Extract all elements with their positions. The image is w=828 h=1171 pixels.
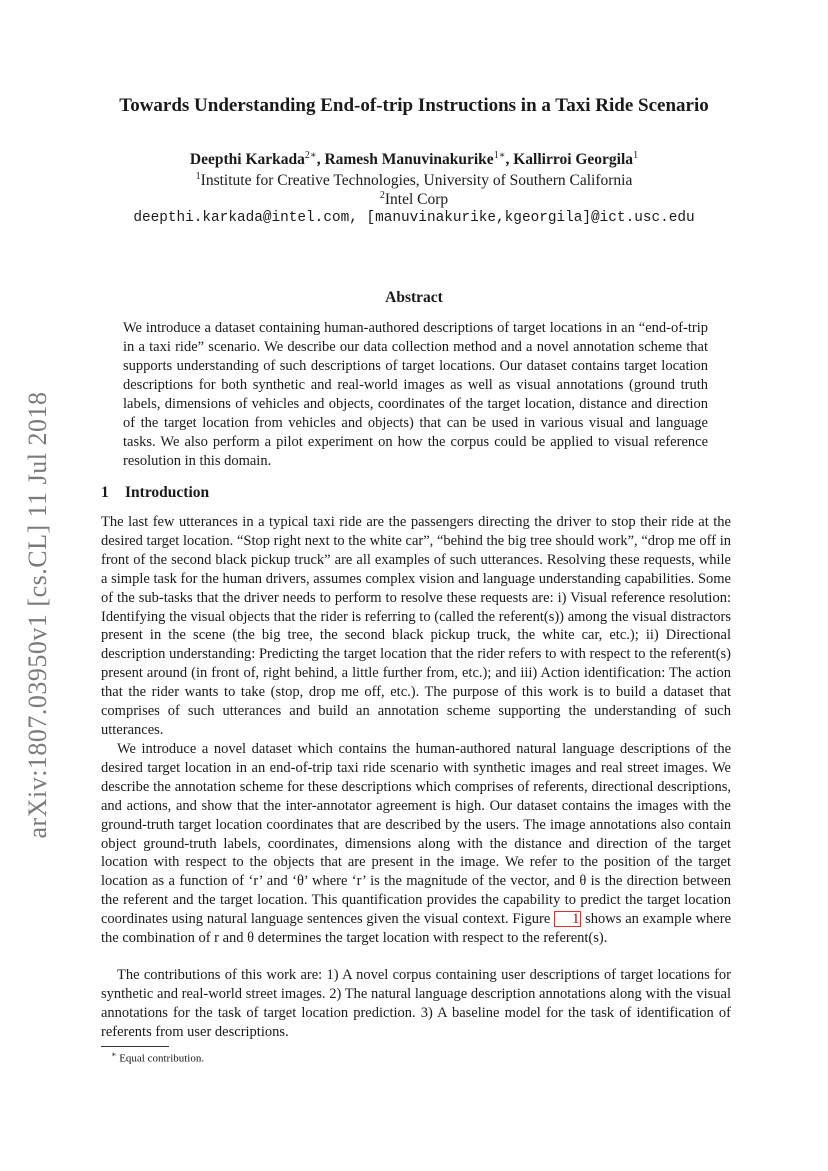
abstract-heading: Abstract <box>385 289 443 306</box>
figure-reference-link[interactable]: 1 <box>554 911 581 927</box>
author-list <box>0 150 828 169</box>
arxiv-identifier-stamp <box>18 375 58 855</box>
author-name: Deepthi Karkada <box>189 151 305 169</box>
body-paragraph-1: The last few utterances in a typical taxi ride are the passengers directing the driver to stop their ride at the desired target location. “Stop right next to the white car”, “behind the big tree should work”, “drop me off in front of the second black pickup truck” are all examples of such utterances. Resolving these requests, while a simple task for the human drivers, assumes complex vision and language understanding capabilities. Some of the sub-tasks that the driver needs to perform to resolve these requests are: i) Visual reference resolution: Identifying the visual objects that the rider is referring to (called the referent(s)) among the visual distractors present in the scene (the big tree, the second black pickup truck, the white car, etc.); ii) Directional description understanding: Predicting the target location that the rider refers to with respect to the referent(s) present around (in front of, right behind, a little further from, etc.); and iii) Action identification: The action that the rider wants to take (stop, drop me off, etc.). The purpose of this work is to build a dataset that comprises of such utterances and build an annotation scheme supporting the understanding of such utterances. <box>101 514 731 738</box>
affiliation-name: Intel Corp <box>384 191 449 209</box>
affiliation-2 <box>0 190 828 209</box>
footnote-text: Equal contribution. <box>119 1052 205 1065</box>
section-title: Introduction <box>125 484 210 501</box>
footnote <box>111 1050 204 1065</box>
abstract-text: We introduce a dataset containing human-authored descriptions of target locations in an “end-of-trip in a taxi ride” scenario. We describe our data collection method and a novel annotation scheme that supports understanding of such descriptions of target locations. Our dataset contains target location descriptions for both synthetic and real-world images as well as visual annotations (ground truth labels, dimensions of vehicles and objects, coordinates of the target location, distance and direction of the target location from vehicles and objects) that can be used in various visual and language tasks. We also perform a pilot experiment on how the corpus could be applied to visual reference resolution in this domain. <box>123 320 708 469</box>
author-separator: , <box>316 151 325 169</box>
author-affil-mark: 1 <box>633 150 639 161</box>
affiliation-name: Institute for Creative Technologies, University of Southern California <box>200 172 633 190</box>
footnote-divider <box>101 1046 169 1047</box>
paper-title: Towards Understanding End-of-trip Instructions in a Taxi Ride Scenario <box>119 95 709 116</box>
author-affil-mark: 1∗ <box>493 150 506 161</box>
author-separator: , <box>505 151 514 169</box>
body-paragraph-2 <box>101 740 731 948</box>
section-heading <box>101 484 209 502</box>
body-paragraph-3: The contributions of this work are: 1) A novel corpus containing user descriptions of target locations for synthetic and real-world street images. 2) The natural language description annotations along with the visual annotations for the task of target location prediction. 3) A baseline model for the task of identification of referents from user descriptions. <box>101 967 731 1040</box>
paragraph-text: We introduce a novel dataset which contains the human-authored natural language descriptions of the desired target location in an end-of-trip taxi ride scenario with synthetic images and real street images. We describe the annotation scheme for these descriptions which comprises of referents, directional descriptions, and actions, and show that the inter-annotator agreement is high. Our dataset contains the images with the ground-truth target location coordinates that are described by the users. The image annotations also contain object ground-truth labels, coordinates, dimensions along with the distance and direction of the target location with respect to the objects that are present in the image. We refer to the position of the target location as a function of ‘r’ and ‘θ’ where ‘r’ is the magnitude of the vector, and θ is the direction between the referent and the target location. This quantification provides the capability to predict the target location coordinates using natural language sentences given the visual context. Figure <box>101 741 731 928</box>
affiliation-mark: 1 <box>195 171 201 182</box>
author-name: Ramesh Manuvinakurike <box>324 151 494 169</box>
paragraph-text: shows an example where the combination of r and θ determines the target location with respect to the referent(s). <box>101 911 732 947</box>
arxiv-identifier-text: arXiv:1807.03950v1 [cs.CL] 11 Jul 2018 <box>23 391 52 839</box>
affiliation-1 <box>0 171 828 190</box>
author-name: Kallirroi Georgila <box>513 151 634 169</box>
section-number: 1 <box>101 484 109 501</box>
author-affil-mark: 2∗ <box>304 150 317 161</box>
footnote-mark: ∗ <box>111 1050 117 1059</box>
affiliation-mark: 2 <box>379 190 385 201</box>
author-emails: deepthi.karkada@intel.com, [manuvinakurike,kgeorgila]@ict.usc.edu <box>133 210 695 226</box>
